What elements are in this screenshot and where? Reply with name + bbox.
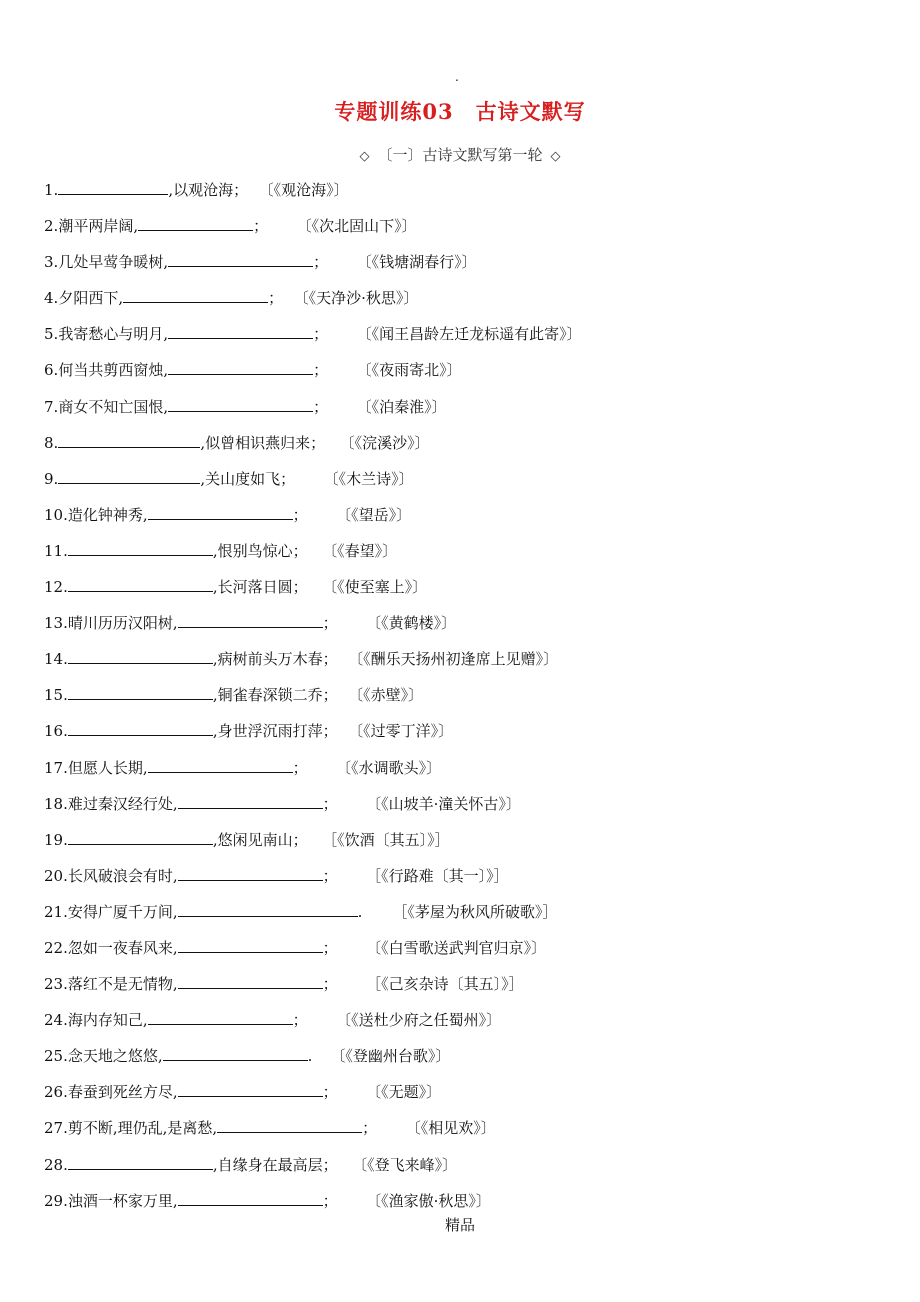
answer-blank[interactable] [168, 323, 313, 339]
verse-prompt: ； [322, 975, 338, 994]
poem-source: 〔《泊秦淮》〕 [364, 397, 447, 416]
verse-prompt: 落红不是无情物, [67, 975, 178, 994]
answer-blank[interactable] [168, 251, 313, 267]
question-number: 23. [44, 975, 68, 994]
question-number: 10. [44, 505, 68, 524]
page-footer: 精品 [444, 1216, 475, 1234]
verse-prompt: ； [292, 758, 308, 777]
verse-prompt: ； [268, 289, 284, 308]
diamond-icon: ◇ [359, 149, 370, 164]
answer-blank[interactable] [68, 540, 213, 556]
poem-source: 〔《渔家傲·秋思》〕 [373, 1191, 491, 1210]
question-number: 7. [44, 397, 59, 416]
poem-source: ［《饮酒〔其五〕》］ [329, 830, 450, 849]
question-item [44, 611, 884, 647]
poem-source: 〔《山坡羊·潼关怀古》〕 [373, 794, 521, 813]
verse-prompt: 夕阳西下, [58, 289, 124, 308]
question-item [44, 683, 884, 719]
verse-prompt: ； [313, 325, 329, 344]
poem-source: 〔《观沧海》〕 [266, 181, 349, 199]
poem-source: 〔《送杜少府之任蜀州》〕 [343, 1011, 502, 1030]
poem-source: 〔《赤壁》〕 [355, 686, 424, 705]
verse-prompt: 长风破浪会有时, [67, 866, 178, 885]
poem-source: 〔《春望》〕 [329, 541, 398, 560]
answer-blank[interactable] [58, 432, 200, 448]
poem-source: 〔《白雪歌送武判官归京》〕 [373, 938, 547, 957]
question-item [44, 214, 884, 250]
verse-prompt: 潮平两岸阔, [58, 217, 139, 236]
answer-blank[interactable] [178, 793, 323, 809]
question-item [44, 395, 884, 431]
poem-source: 〔《酬乐天扬州初逢席上见赠》〕 [355, 650, 559, 669]
question-number: 24. [44, 1011, 68, 1030]
poem-source: 〔《钱塘湖春行》〕 [364, 253, 477, 272]
answer-blank[interactable] [138, 215, 253, 231]
verse-prompt: 造化钟神秀, [67, 505, 148, 524]
verse-prompt: 我寄愁心与明月, [58, 325, 169, 344]
verse-prompt: ； [313, 253, 329, 272]
verse-prompt: 浊酒一杯家万里, [67, 1191, 178, 1210]
answer-blank[interactable] [217, 1117, 362, 1133]
answer-blank[interactable] [123, 287, 268, 303]
poem-source: 〔《相见欢》〕 [413, 1119, 496, 1138]
answer-blank[interactable] [168, 396, 313, 412]
verse-prompt: 商女不知亡国恨, [58, 397, 169, 416]
question-item [44, 647, 884, 683]
verse-prompt: ； [322, 1083, 338, 1102]
question-item [44, 322, 884, 358]
question-item [44, 864, 884, 900]
verse-prompt: ； [253, 217, 269, 236]
question-number: 29. [44, 1191, 68, 1210]
answer-blank[interactable] [178, 937, 323, 953]
question-item [44, 1116, 884, 1152]
question-number: 5. [44, 325, 59, 344]
verse-prompt: ,自缘身在最高层； [212, 1155, 338, 1174]
poem-source: 〔《望岳》〕 [343, 505, 412, 524]
answer-blank[interactable] [68, 829, 213, 845]
verse-prompt: 剪不断,理仍乱,是离愁, [67, 1119, 218, 1138]
answer-blank[interactable] [178, 973, 323, 989]
question-item [44, 972, 884, 1008]
answer-blank[interactable] [178, 1190, 323, 1206]
question-item [44, 1044, 884, 1080]
question-number: 12. [44, 578, 68, 597]
question-number: 13. [44, 614, 68, 633]
verse-prompt: ,恨别鸟惊心； [212, 541, 308, 560]
question-number: 15. [44, 686, 68, 705]
question-item [44, 1008, 884, 1044]
poem-source: 〔《过零丁洋》〕 [355, 722, 454, 741]
poem-source: 〔《黄鹤楼》〕 [373, 614, 457, 633]
verse-prompt: 春蚕到死丝方尽, [67, 1083, 178, 1102]
verse-prompt: ,铜雀春深锁二乔； [212, 686, 338, 705]
poem-source: ［《行路难〔其一〕》］ [373, 866, 509, 885]
page-title: 专题训练03 古诗文默写 [334, 99, 586, 124]
poem-source: 〔《水调歌头》〕 [343, 758, 442, 777]
answer-blank[interactable] [68, 720, 213, 736]
question-number: 11. [44, 541, 68, 560]
question-item [44, 358, 884, 394]
verse-prompt: ； [322, 866, 338, 885]
verse-prompt: ,以观沧海； [168, 181, 249, 199]
verse-prompt: ； [313, 361, 329, 380]
answer-blank[interactable] [163, 1045, 308, 1061]
verse-prompt: 何当共剪西窗烛, [58, 361, 169, 380]
question-item [44, 503, 884, 539]
question-item [44, 178, 884, 214]
poem-source: 〔《无题》〕 [373, 1083, 442, 1102]
verse-prompt: ； [322, 938, 338, 957]
verse-prompt: 但愿人长期, [67, 758, 148, 777]
poem-source: 〔《浣溪沙》〕 [347, 433, 430, 452]
question-number: 27. [44, 1119, 68, 1138]
verse-prompt: 安得广厦千万间, [67, 902, 178, 921]
verse-prompt: ； [322, 614, 338, 633]
verse-prompt: 晴川历历汉阳树, [67, 614, 178, 633]
verse-prompt: 几处早莺争暖树, [58, 253, 169, 272]
question-item [44, 756, 884, 792]
answer-blank[interactable] [178, 865, 323, 881]
question-number: 28. [44, 1155, 68, 1174]
question-item [44, 1080, 884, 1116]
verse-prompt: ； [292, 505, 308, 524]
question-number: 2. [44, 217, 59, 236]
question-number: 16. [44, 722, 68, 741]
poem-source: 〔《登飞来峰》〕 [359, 1155, 458, 1174]
question-item [44, 900, 884, 936]
poem-source: ［《茅屋为秋风所破歌》］ [392, 902, 558, 921]
question-list [44, 178, 884, 1225]
question-item [44, 539, 884, 575]
verse-prompt: ； [322, 794, 338, 813]
question-item [44, 792, 884, 828]
answer-blank[interactable] [178, 901, 358, 917]
verse-prompt: ,悠闲见南山； [212, 830, 308, 849]
verse-prompt: ； [322, 1191, 338, 1210]
poem-source: 〔《闻王昌龄左迁龙标遥有此寄》〕 [364, 325, 582, 344]
question-item [44, 828, 884, 864]
verse-prompt: ,长河落日圆； [212, 578, 308, 597]
poem-source: 〔《天净沙·秋思》〕 [301, 289, 419, 308]
question-number: 19. [44, 830, 68, 849]
question-number: 6. [44, 361, 59, 380]
verse-prompt: ； [313, 397, 329, 416]
answer-blank[interactable] [148, 757, 293, 773]
verse-prompt: 念天地之悠悠, [67, 1047, 163, 1066]
answer-blank[interactable] [68, 648, 213, 664]
question-item [44, 467, 884, 503]
answer-blank[interactable] [68, 1154, 213, 1170]
answer-blank[interactable] [168, 359, 313, 375]
answer-blank[interactable] [148, 1009, 293, 1025]
question-number: 3. [44, 253, 59, 272]
question-number: 25. [44, 1047, 68, 1066]
verse-prompt: 海内存知己, [67, 1011, 148, 1030]
verse-prompt: ,身世浮沉雨打萍； [212, 722, 338, 741]
question-item [44, 431, 884, 467]
question-number: 18. [44, 794, 68, 813]
answer-blank[interactable] [58, 179, 168, 195]
answer-blank[interactable] [68, 684, 213, 700]
header-dot: . [455, 70, 459, 84]
question-number: 21. [44, 902, 68, 921]
diamond-icon: ◇ [550, 149, 561, 164]
answer-blank[interactable] [58, 468, 200, 484]
question-number: 17. [44, 758, 68, 777]
verse-prompt: ； [292, 1011, 308, 1030]
verse-prompt: . [357, 902, 363, 921]
verse-prompt: ,病树前头万木春； [212, 650, 338, 669]
verse-prompt: ,关山度如飞； [200, 469, 296, 488]
question-number: 22. [44, 938, 68, 957]
poem-source: 〔《使至塞上》〕 [329, 578, 428, 597]
poem-source: ［《己亥杂诗〔其五〕》］ [373, 975, 524, 994]
section-subtitle [0, 144, 920, 165]
question-item [44, 1153, 884, 1189]
question-number: 20. [44, 866, 68, 885]
poem-source: 〔《木兰诗》〕 [331, 469, 414, 488]
verse-prompt: ； [362, 1119, 378, 1138]
question-number: 9. [44, 469, 59, 488]
question-item [44, 719, 884, 755]
question-number: 14. [44, 650, 68, 669]
poem-source: 〔《夜雨寄北》〕 [364, 361, 462, 380]
question-number: 1. [44, 181, 59, 199]
answer-blank[interactable] [68, 576, 213, 592]
question-item [44, 250, 884, 286]
verse-prompt: ,似曾相识燕归来； [200, 433, 326, 452]
verse-prompt: 忽如一夜春风来, [67, 938, 178, 957]
answer-blank[interactable] [178, 1081, 323, 1097]
question-item [44, 575, 884, 611]
answer-blank[interactable] [178, 612, 323, 628]
verse-prompt: . [307, 1047, 313, 1066]
poem-source: 〔《次北固山下》〕 [304, 217, 417, 236]
question-item [44, 936, 884, 972]
question-number: 8. [44, 433, 59, 452]
question-item [44, 286, 884, 322]
question-number: 4. [44, 289, 59, 308]
answer-blank[interactable] [148, 504, 293, 520]
verse-prompt: 难过秦汉经行处, [67, 794, 178, 813]
section-subtitle-text: 〔一〕古诗文默写第一轮 [377, 146, 543, 164]
poem-source: 〔《登幽州台歌》〕 [330, 1047, 451, 1066]
question-number: 26. [44, 1083, 68, 1102]
